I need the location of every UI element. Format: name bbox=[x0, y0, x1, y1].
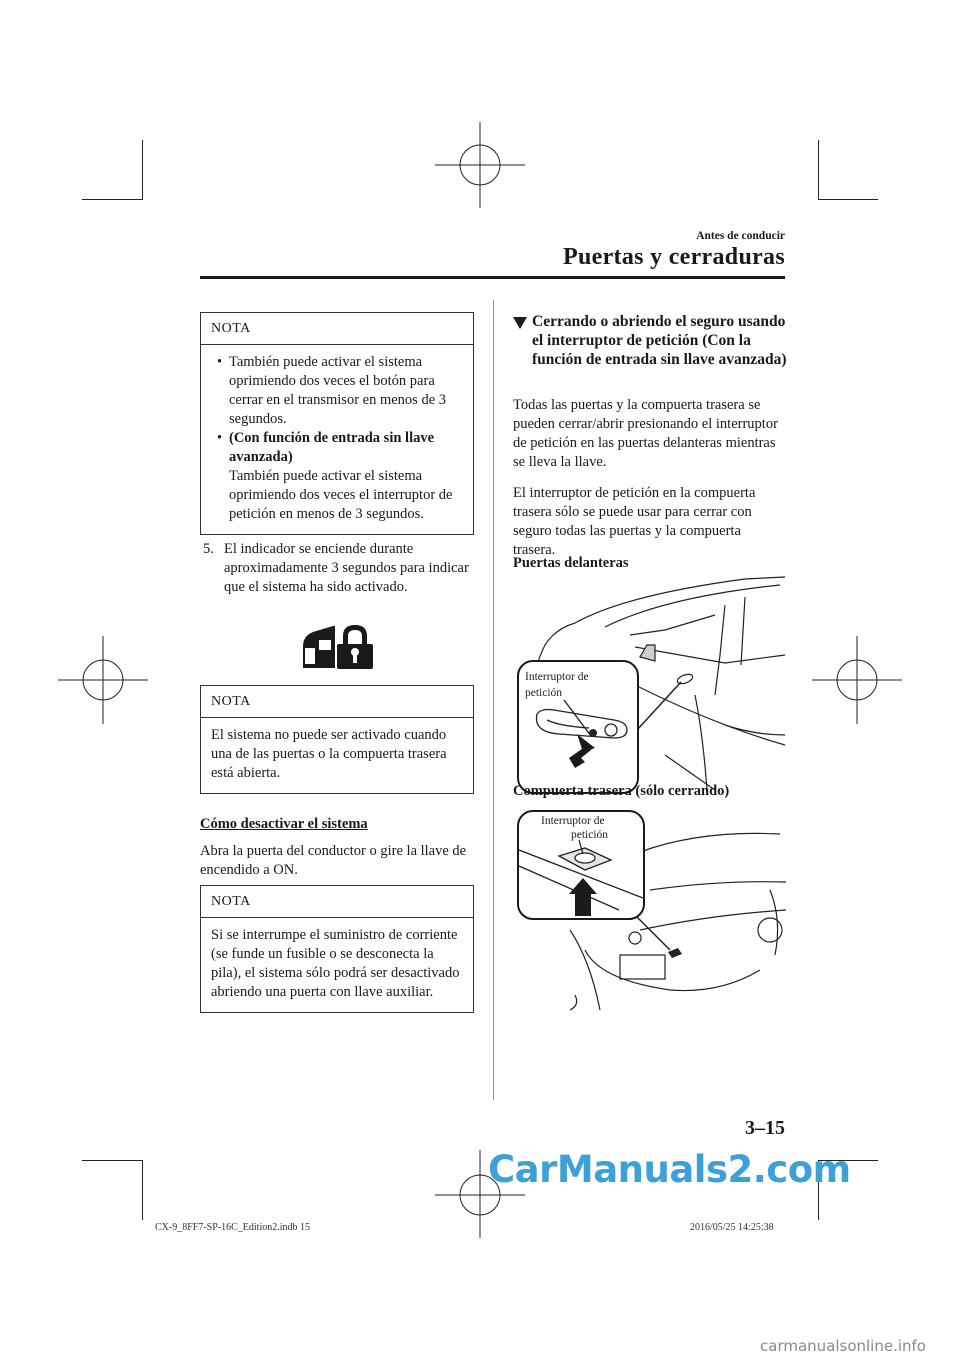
liftgate-label: Compuerta trasera (sólo cerrando) bbox=[513, 783, 730, 799]
section-heading bbox=[513, 312, 793, 369]
page-number: 3–15 bbox=[745, 1117, 785, 1139]
step-text: El indicador se enciende durante aproximadamente 3 segundos para indicar que el sistema ha sido activado. bbox=[224, 541, 469, 595]
note-bullet-advanced bbox=[213, 429, 465, 524]
right-paragraph-1: Todas las puertas y la compuerta trasera se pueden cerrar/abrir presionando el interruptor de petición en las puertas delanteras mientras se lleva la llave. bbox=[513, 397, 778, 470]
note-box-power-interrupt bbox=[200, 885, 474, 1013]
footer-date-info: 2016/05/25 14:25:38 bbox=[690, 1222, 774, 1233]
front-doors-label: Puertas delanteras bbox=[513, 555, 629, 571]
note-label: NOTA bbox=[201, 886, 473, 918]
footer-file-info: CX-9_8FF7-SP-16C_Edition2.indb 15 bbox=[155, 1222, 311, 1233]
right-paragraph-2: El interruptor de petición en la compuerta trasera sólo se puede usar para cerrar con seguro todas las puertas y la compuerta trasera. bbox=[513, 485, 756, 558]
callout-label-line2: petición bbox=[525, 687, 563, 699]
note-label: NOTA bbox=[201, 686, 473, 718]
security-indicator-icon bbox=[299, 624, 375, 669]
deactivate-heading: Cómo desactivar el sistema bbox=[200, 816, 368, 832]
note-label: NOTA bbox=[201, 313, 473, 345]
deactivate-text: Abra la puerta del conductor o gire la llave de encendido a ON. bbox=[200, 843, 467, 878]
watermark-logo: CarManuals2.com bbox=[488, 1148, 851, 1191]
callout-label-line2: petición bbox=[571, 829, 609, 841]
callout-label-line1: Interruptor de bbox=[541, 815, 605, 827]
note-text: Si se interrumpe el suministro de corriente (se funde un fusible o se desconecta la pila), el sistema sólo podrá ser desactivado abriendo una puerta con llave auxiliar. bbox=[211, 927, 460, 1000]
callout-label-line1: Interruptor de bbox=[525, 671, 589, 683]
step-5 bbox=[200, 540, 475, 597]
watermark-url: carmanualsonline.info bbox=[760, 1337, 926, 1355]
step-number: 5. bbox=[203, 541, 214, 557]
note-box-cannot-activate bbox=[200, 685, 474, 794]
triangle-marker-icon bbox=[513, 317, 527, 329]
note-bullet: • También puede activar el sistema oprimiendo dos veces el botón para cerrar en el transmisor en menos de 3 segundos. bbox=[213, 353, 465, 429]
note-bullet-text: También puede activar el sistema oprimiendo dos veces el interruptor de petición en menos de 3 segundos. bbox=[229, 468, 453, 522]
note-box-activation bbox=[200, 312, 474, 535]
liftgate-switch-callout bbox=[517, 810, 645, 920]
note-text: El sistema no puede ser activado cuando una de las puertas o la compuerta trasera está abierta. bbox=[211, 727, 447, 781]
column-divider bbox=[493, 300, 494, 1100]
section-heading-text: Cerrando o abriendo el seguro usando el interruptor de petición (Con la función de entrada sin llave avanzada) bbox=[532, 313, 787, 368]
liftgate-switch-closeup bbox=[519, 812, 643, 918]
header-rule bbox=[200, 276, 785, 279]
page-title: Puertas y cerraduras bbox=[563, 244, 785, 270]
front-switch-callout bbox=[517, 660, 639, 794]
door-handle-closeup bbox=[519, 662, 637, 792]
note-bullet-heading: (Con función de entrada sin llave avanzada) bbox=[229, 430, 435, 465]
chapter-label: Antes de conducir bbox=[696, 230, 785, 242]
